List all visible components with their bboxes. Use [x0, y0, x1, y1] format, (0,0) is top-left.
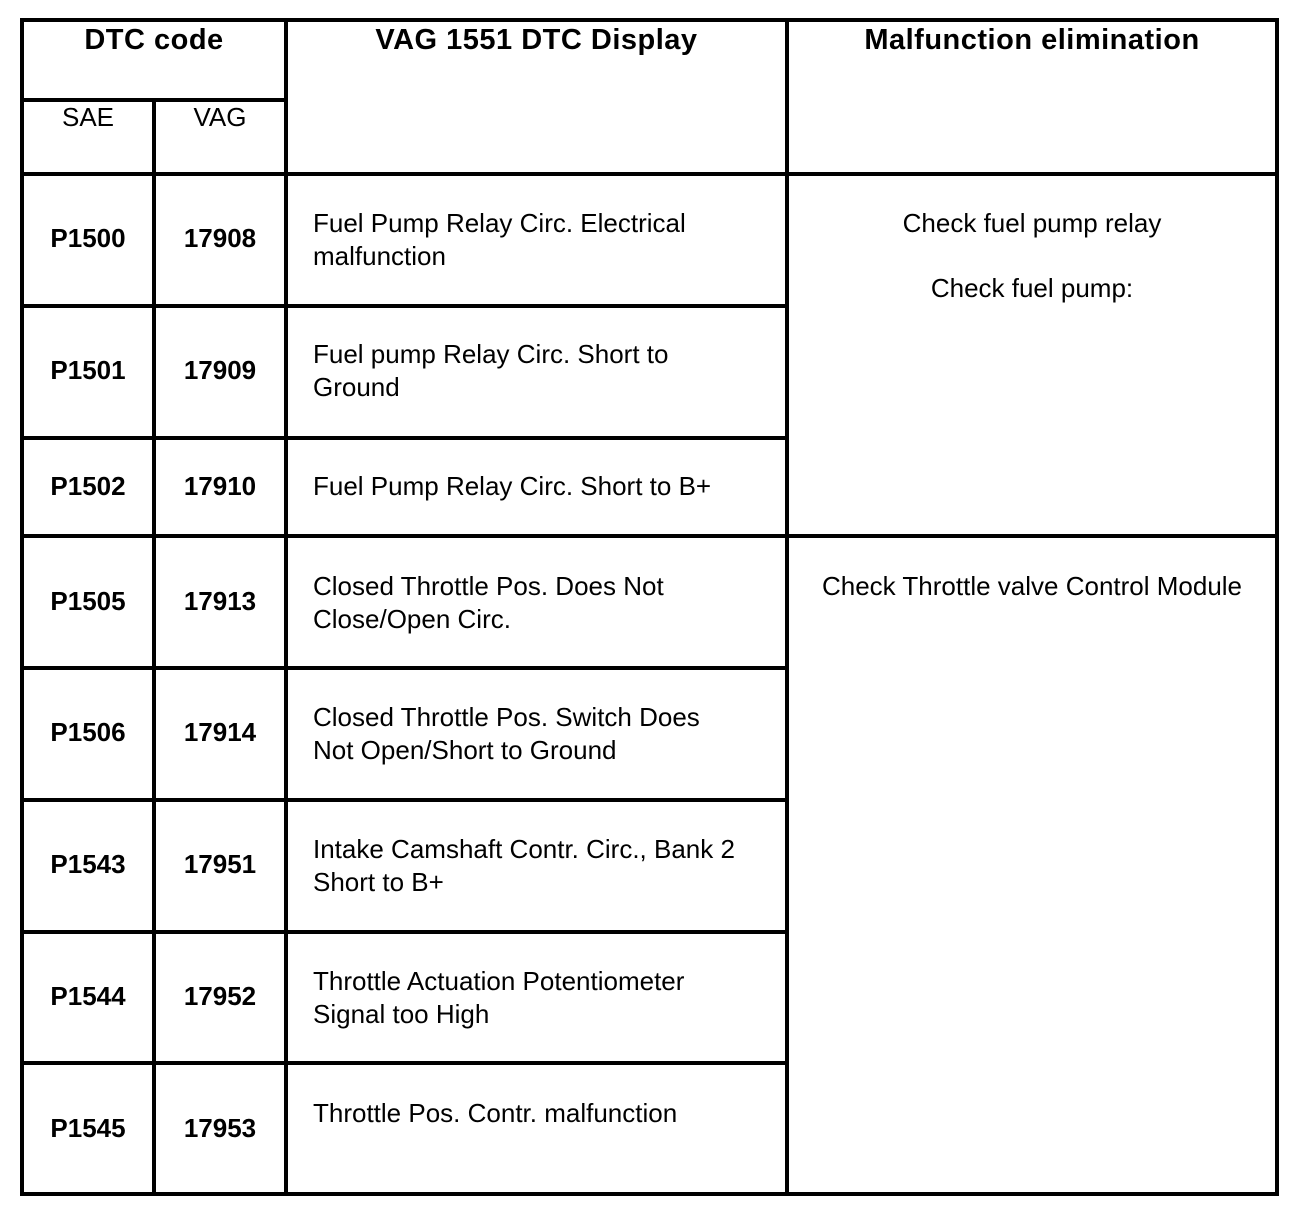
sae-vag-divider [152, 172, 156, 1196]
row-divider [20, 930, 788, 934]
header-dtc-code: DTC code [84, 24, 224, 56]
vag-code: 17952 [183, 981, 257, 1011]
dtc-display-text: Closed Throttle Pos. Does Not Close/Open Circ. [313, 571, 664, 634]
dtc-display-text: Fuel pump Relay Circ. Short to Ground [313, 339, 669, 402]
dtc-display-text: Intake Camshaft Contr. Circ., Bank 2 Short to B+ [313, 834, 735, 897]
row-divider [20, 666, 788, 670]
row-divider [20, 304, 788, 308]
vag-code: 17951 [183, 849, 257, 879]
dtc-display-text: Throttle Pos. Contr. malfunction [313, 1098, 678, 1128]
sae-code: P1506 [50, 717, 126, 747]
row-divider [20, 1061, 788, 1065]
column-divider-1 [284, 18, 288, 1196]
sae-code: P1502 [50, 471, 126, 501]
sae-code: P1501 [50, 355, 126, 385]
sae-code: P1500 [50, 223, 126, 253]
table-border-top [20, 18, 1278, 22]
header-display: VAG 1551 DTC Display [375, 24, 698, 56]
header-vag: VAG [193, 102, 247, 132]
group-divider [20, 534, 1278, 538]
dtc-display-text: Closed Throttle Pos. Switch Does Not Open/Short to Ground [313, 702, 700, 765]
vag-code: 17953 [183, 1113, 257, 1143]
dtc-display-text: Throttle Actuation Potentiometer Signal too High [313, 966, 685, 1029]
sae-code: P1505 [50, 586, 126, 616]
column-divider-2 [785, 18, 789, 1196]
vag-code: 17910 [183, 471, 257, 501]
header-sae: SAE [61, 102, 115, 132]
dtc-display-text: Fuel Pump Relay Circ. Electrical malfunction [313, 208, 686, 271]
row-divider [20, 798, 788, 802]
row-divider [20, 436, 788, 440]
elimination-fuel-pump-relay: Check fuel pump relay [902, 208, 1162, 238]
vag-code: 17914 [183, 717, 257, 747]
sae-code: P1545 [50, 1113, 126, 1143]
elimination-throttle-module: Check Throttle valve Control Module [821, 571, 1243, 601]
elimination-fuel-pump: Check fuel pump: [930, 273, 1134, 303]
vag-code: 17913 [183, 586, 257, 616]
dtc-display-text: Fuel Pump Relay Circ. Short to B+ [313, 471, 712, 501]
vag-code: 17909 [183, 355, 257, 385]
sae-code: P1543 [50, 849, 126, 879]
header-bottom-border [20, 172, 1278, 176]
vag-code: 17908 [183, 223, 257, 253]
table-border-bottom [20, 1192, 1278, 1196]
header-elimination: Malfunction elimination [864, 24, 1200, 56]
sae-code: P1544 [50, 981, 126, 1011]
table-border-right [1275, 18, 1279, 1196]
